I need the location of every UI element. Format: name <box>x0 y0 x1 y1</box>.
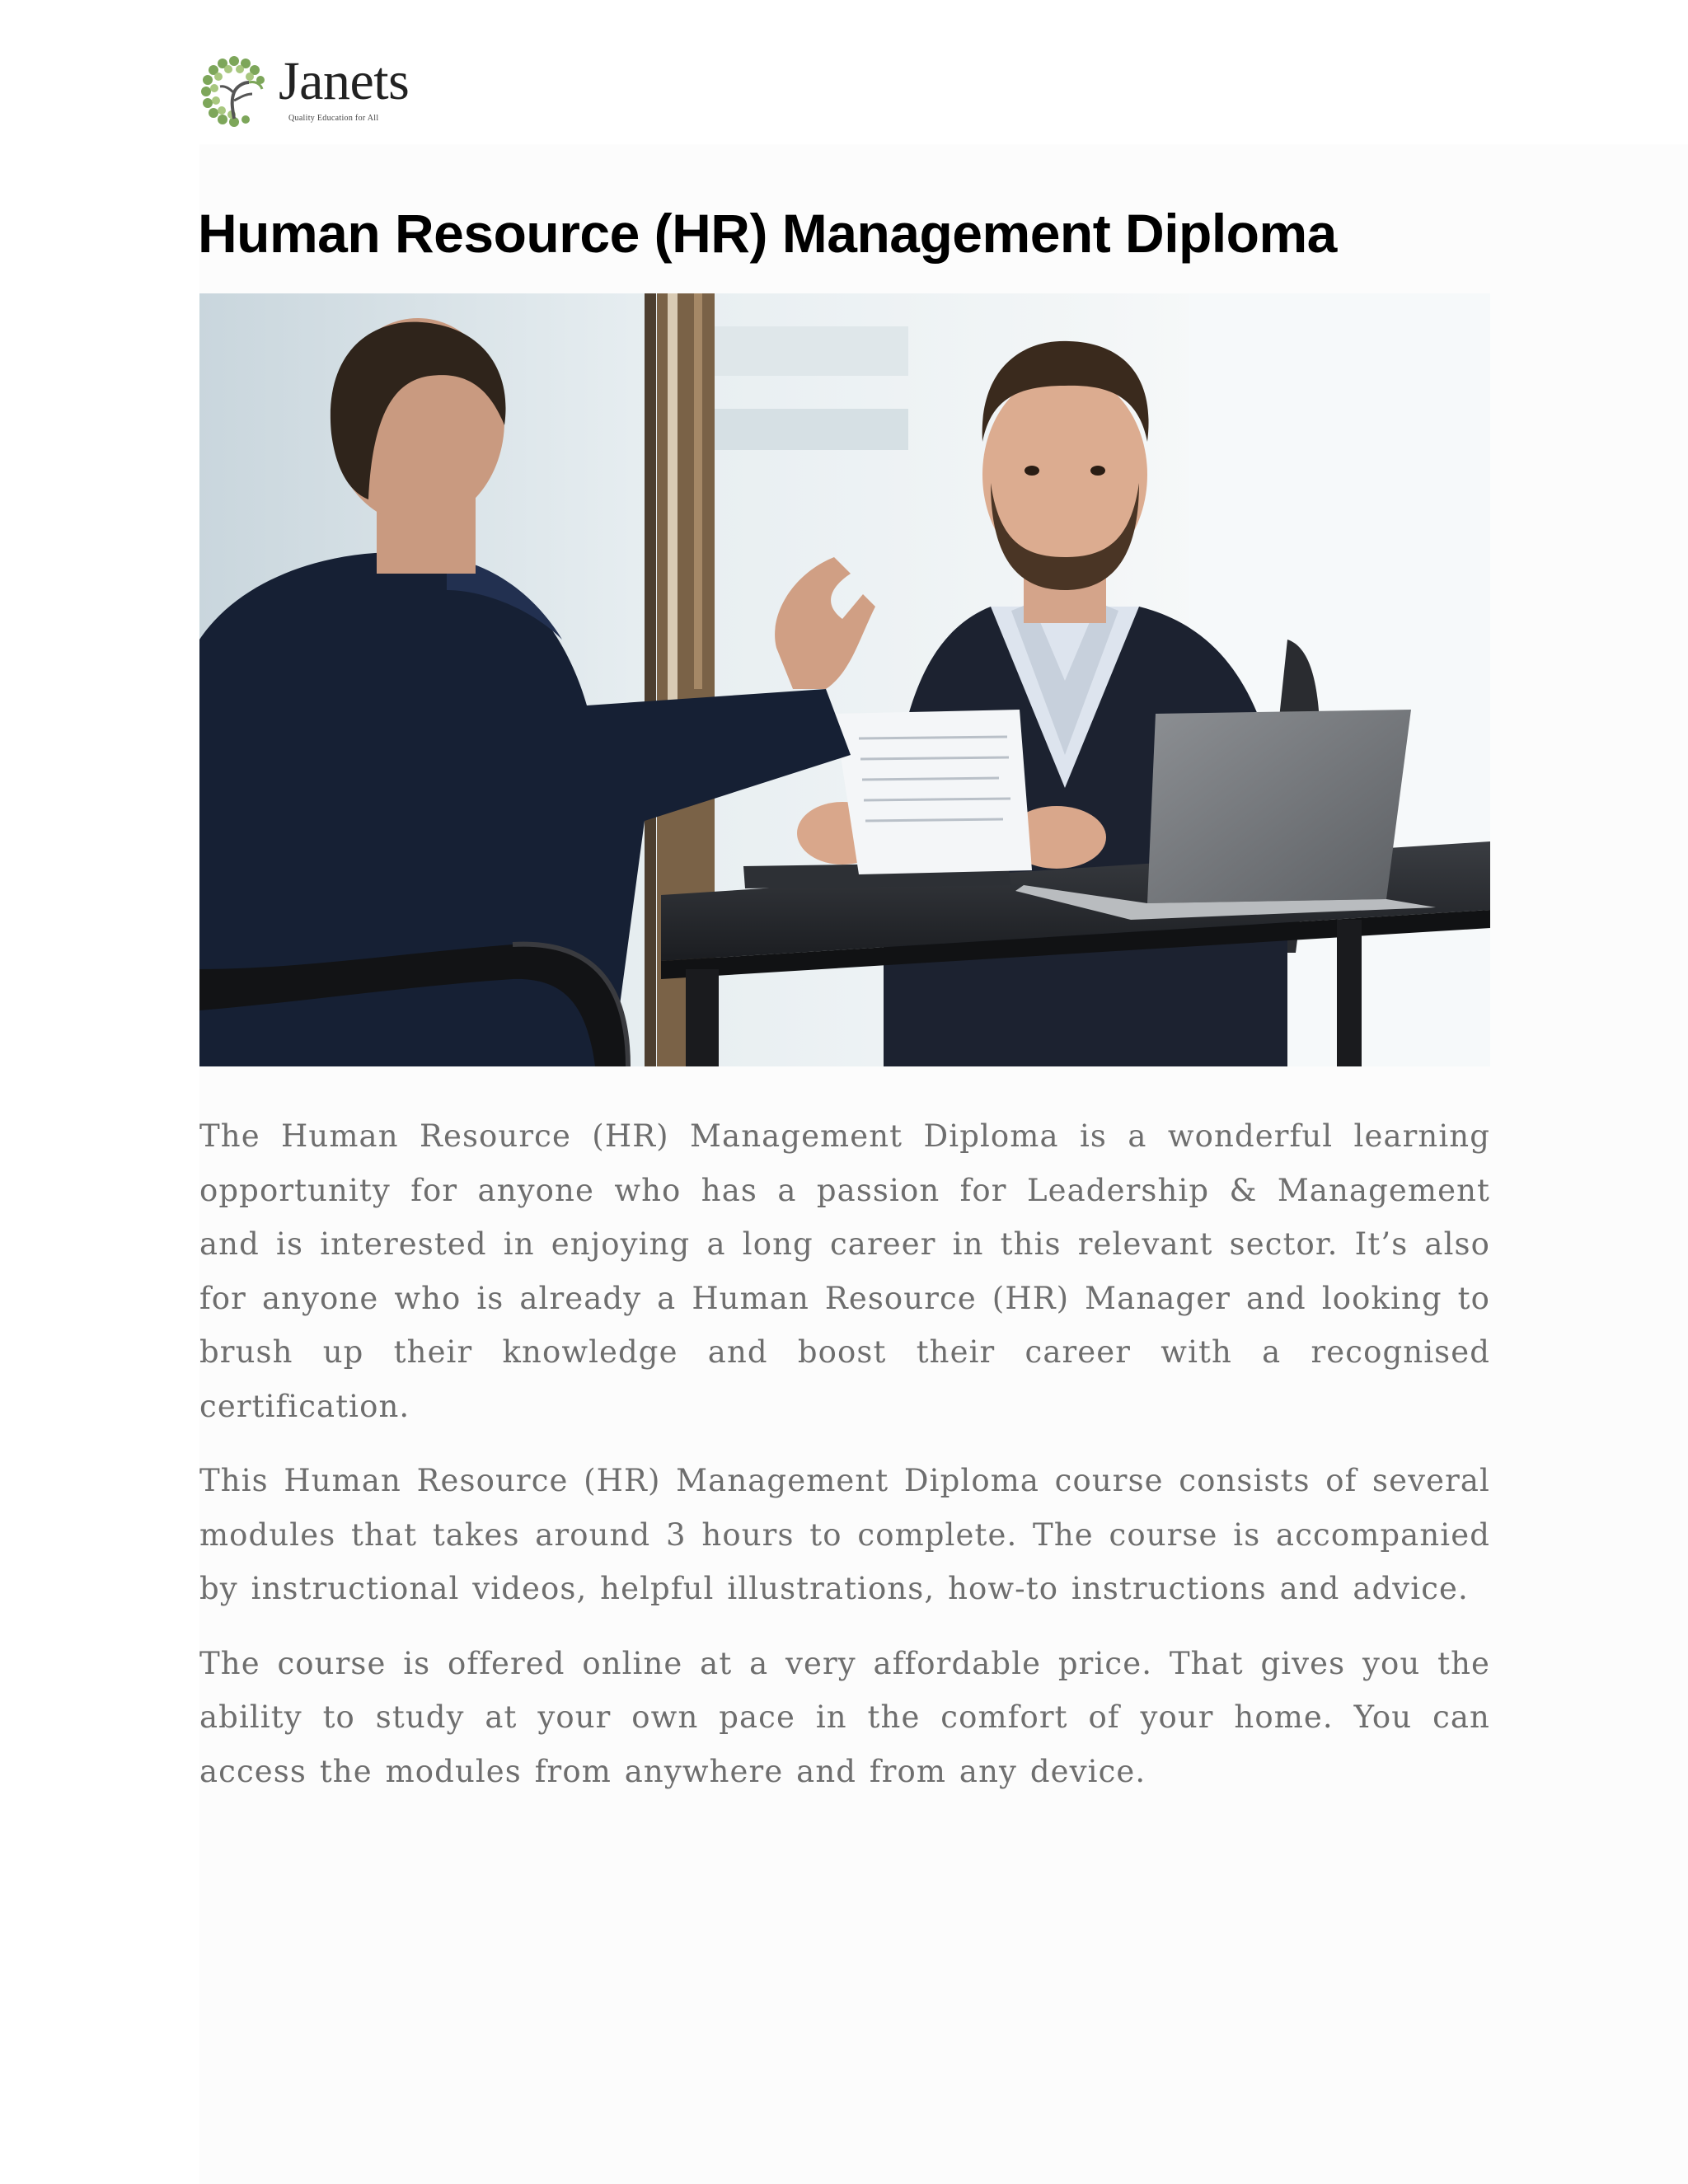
page-title: Human Resource (HR) Management Diploma <box>198 203 1337 264</box>
hero-image <box>199 293 1490 1066</box>
paragraph-pricing: The course is offered online at a very affordable price. That gives you the ability to study at your own pace in the comfort of your home. You can access the modules from anywhere and from any device. <box>199 1645 1490 1789</box>
janets-logo[interactable] <box>198 53 409 131</box>
logo-tagline: Quality Education for All <box>288 114 379 123</box>
paragraph-intro: The Human Resource (HR) Management Diploma is a wonderful learning opportunity for anyone who has a passion for Leadership & Management and is interested in enjoying a long career in this relevant sector. It’s also for anyone who is already a Human Resource (HR) Manager and looking to brush up their knowledge and boost their career with a recognised certification. <box>199 1118 1490 1424</box>
course-description <box>199 1109 1490 1819</box>
paragraph-modules: This Human Resource (HR) Management Diploma course consists of several modules that takes around 3 hours to complete. The course is accompanied by instructional videos, helpful illustrations, how-to instructions and advice. <box>199 1463 1490 1606</box>
logo-name: Janets <box>279 51 410 111</box>
business-meeting-illustration <box>199 293 1490 1066</box>
tree-icon <box>198 53 270 129</box>
